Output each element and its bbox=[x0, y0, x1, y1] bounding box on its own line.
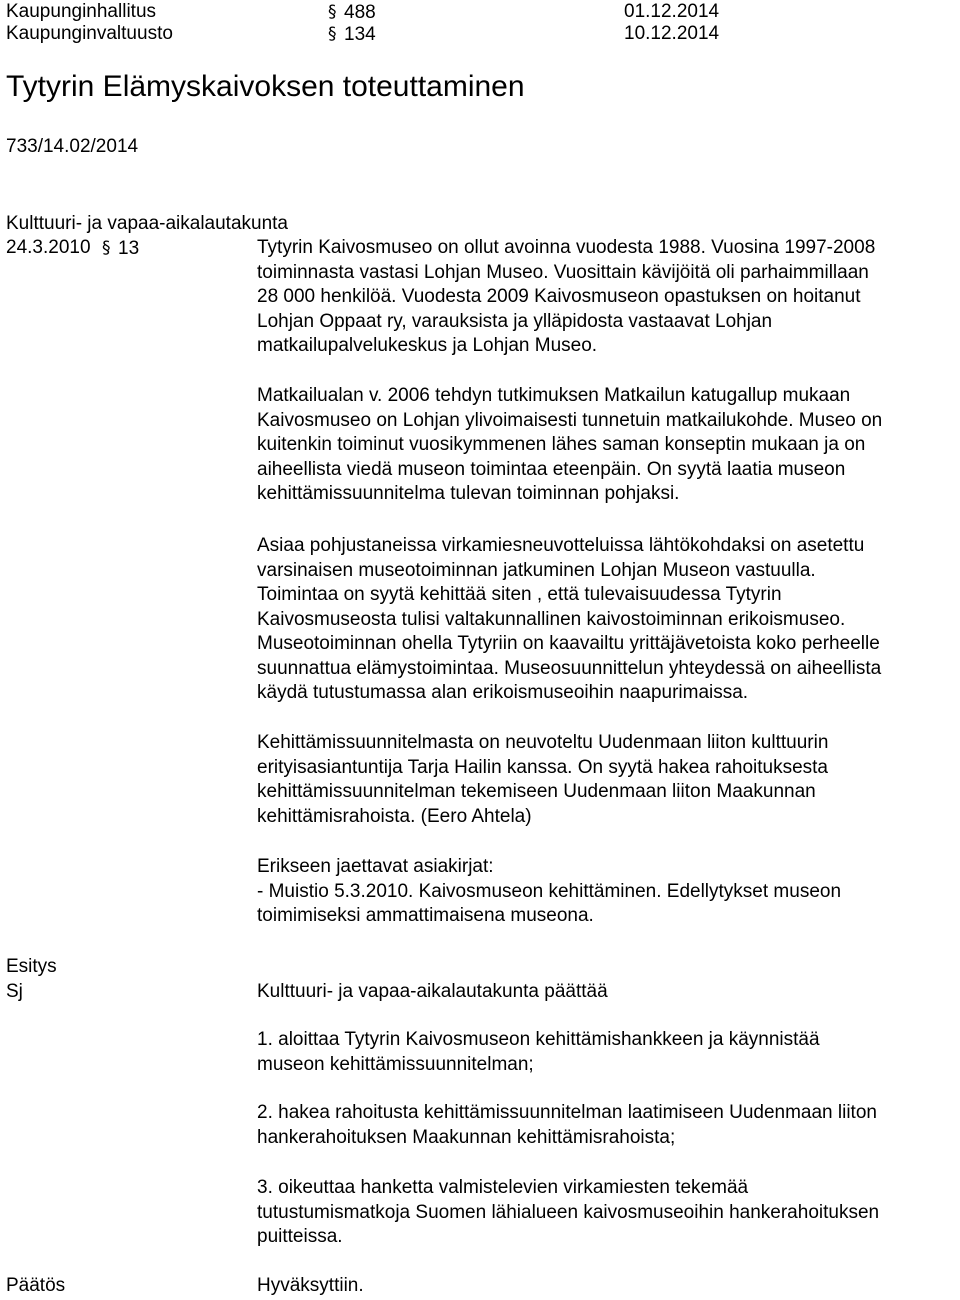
header-org-2: Kaupunginvaltuusto bbox=[6, 23, 173, 44]
text-line: toimimiseksi ammattimaisena museona. bbox=[257, 905, 594, 926]
header-num-2 bbox=[328, 22, 376, 47]
document-title: Tytyrin Elämyskaivoksen toteuttaminen bbox=[6, 70, 525, 103]
proposal-item-3 bbox=[257, 1176, 957, 1250]
text-line: Erikseen jaettavat asiakirjat: bbox=[257, 856, 494, 877]
text-line: 28 000 henkilöä. Vuodesta 2009 Kaivosmuseon opastuksen on hoitanut bbox=[257, 286, 861, 307]
paragraph-attachments bbox=[257, 855, 957, 929]
item-number bbox=[102, 236, 139, 261]
text-line: kehittämissuunnitelma tulevan toiminnan pohjaksi. bbox=[257, 483, 680, 504]
text-line: varsinaisen museotoiminnan jatkuminen Lohjan Museon vastuulla. bbox=[257, 559, 816, 581]
proposal-item-2 bbox=[257, 1101, 957, 1150]
committee-name: Kulttuuri- ja vapaa-aikalautakunta bbox=[6, 213, 289, 234]
paragraph-negotiations bbox=[257, 534, 957, 706]
text-line: Kehittämissuunnitelmasta on neuvoteltu Uudenmaan liiton kulttuurin bbox=[257, 732, 829, 753]
svg-text:§: § bbox=[328, 2, 337, 20]
item-number-text: 13 bbox=[118, 238, 140, 259]
text-line: Museotoiminnan ohella Tytyriin on kaavailtu yrittäjävetoista koko perheelle bbox=[257, 633, 880, 654]
header-date-2: 10.12.2014 bbox=[624, 23, 720, 44]
text-line: museon kehittämissuunnitelman; bbox=[257, 1053, 534, 1075]
header-num-2-text: 134 bbox=[344, 24, 376, 45]
text-line: Lohjan Oppaat ry, varauksista ja ylläpidosta vastaavat Lohjan bbox=[257, 310, 773, 332]
label-sj: Sj bbox=[6, 981, 23, 1002]
text-line: kehittämissuunnitelman tekemiseen Uudenmaan liiton Maakunnan bbox=[257, 781, 816, 802]
document-reference: 733/14.02/2014 bbox=[6, 136, 139, 157]
text-line: 2. hakea rahoitusta kehittämissuunnitelman laatimiseen Uudenmaan liiton bbox=[257, 1102, 877, 1123]
section-sign-icon bbox=[328, 24, 340, 42]
text-line: aiheellista viedä museon toimintaa eteenpäin. On syytä laatia museon bbox=[257, 458, 846, 480]
meeting-date: 24.3.2010 bbox=[6, 237, 91, 258]
text-line: kehittämisrahoista. (Eero Ahtela) bbox=[257, 805, 532, 827]
text-line: suunnattua elämystoimintaa. Museosuunnittelun yhteydessä on aiheellista bbox=[257, 657, 882, 679]
text-line: käydä tutustumassa alan erikoismuseoihin naapurimaissa. bbox=[257, 682, 749, 703]
text-line: Kaivosmuseosta tulisi valtakunnallinen kaivostoiminnan erikoismuseo. bbox=[257, 608, 846, 630]
text-line: hankerahoituksen Maakunnan kehittämisrahoista; bbox=[257, 1126, 676, 1148]
svg-text:§: § bbox=[102, 238, 111, 256]
text-line: 3. oikeuttaa hanketta valmistelevien virkamiesten tekemää bbox=[257, 1177, 749, 1198]
text-line: Matkailualan v. 2006 tehdyn tutkimuksen Matkailun katugallup mukaan bbox=[257, 385, 851, 406]
paragraph-funding bbox=[257, 731, 957, 829]
text-line: Toimintaa on syytä kehittää siten , että tulevaisuudessa Tytyrin bbox=[257, 584, 782, 605]
section-sign-icon bbox=[328, 2, 340, 20]
label-esitys: Esitys bbox=[6, 956, 57, 977]
proposal-intro: Kulttuuri- ja vapaa-aikalautakunta päättää bbox=[257, 981, 608, 1002]
svg-text:§: § bbox=[328, 24, 337, 42]
text-line: puitteissa. bbox=[257, 1226, 343, 1247]
header-num-1-text: 488 bbox=[344, 2, 376, 23]
text-line: 1. aloittaa Tytyrin Kaivosmuseon kehittämishankkeen ja käynnistää bbox=[257, 1029, 820, 1050]
section-sign-icon bbox=[102, 238, 114, 256]
header-date-1: 01.12.2014 bbox=[624, 1, 720, 22]
text-line: tutustumismatkoja Suomen lähialueen kaivosmuseoihin hankerahoituksen bbox=[257, 1201, 880, 1223]
paragraph-history bbox=[257, 236, 957, 359]
text-line: - Muistio 5.3.2010. Kaivosmuseon kehittäminen. Edellytykset museon bbox=[257, 880, 842, 902]
text-line: Kaivosmuseo on Lohjan ylivoimaisesti tunnetuin matkailukohde. Museo on bbox=[257, 409, 883, 431]
header-org-1: Kaupunginhallitus bbox=[6, 1, 157, 22]
label-paatos: Päätös bbox=[6, 1275, 66, 1296]
proposal-item-1 bbox=[257, 1028, 957, 1077]
text-line: erityisasiantuntija Tarja Hailin kanssa. On syytä hakea rahoituksesta bbox=[257, 756, 828, 778]
text-line: Tytyrin Kaivosmuseo on ollut avoinna vuodesta 1988. Vuosina 1997-2008 bbox=[257, 237, 876, 258]
text-line: matkailupalvelukeskus ja Lohjan Museo. bbox=[257, 335, 598, 356]
text-line: kuitenkin toiminut vuosikymmenen lähes saman konseptin mukaan ja on bbox=[257, 434, 866, 455]
paragraph-survey bbox=[257, 384, 957, 507]
text-line: Asiaa pohjustaneissa virkamiesneuvotteluissa lähtökohdaksi on asetettu bbox=[257, 535, 865, 556]
decision-text: Hyväksyttiin. bbox=[257, 1275, 364, 1296]
text-line: toiminnasta vastasi Lohjan Museo. Vuosittain kävijöitä oli parhaimmillaan bbox=[257, 261, 869, 283]
